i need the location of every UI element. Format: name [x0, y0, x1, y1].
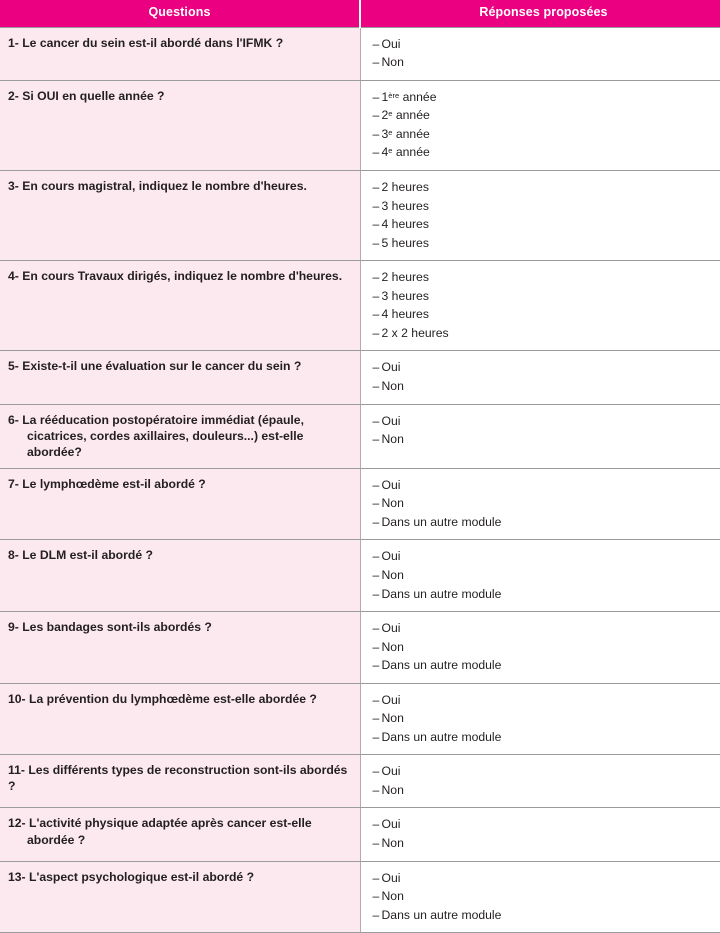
dash-bullet-icon: –	[373, 728, 382, 747]
question-number: 5-	[8, 359, 19, 373]
answers-cell	[360, 261, 720, 351]
answer-list	[361, 612, 720, 683]
answers-cell	[360, 351, 720, 404]
question-number: 13-	[8, 870, 26, 884]
table-row	[0, 80, 720, 170]
table-row	[0, 261, 720, 351]
dash-bullet-icon: –	[373, 430, 382, 449]
question-number: 4-	[8, 269, 19, 283]
answer-option[interactable]	[373, 268, 719, 287]
question-cell	[0, 468, 360, 540]
answer-option[interactable]	[373, 430, 719, 449]
table-body	[0, 27, 720, 932]
question-number: 7-	[8, 477, 19, 491]
dash-bullet-icon: –	[373, 513, 382, 532]
table-row	[0, 683, 720, 755]
answer-option[interactable]	[373, 215, 719, 234]
answers-cell	[360, 755, 720, 808]
question-cell	[0, 612, 360, 684]
dash-bullet-icon: –	[373, 547, 382, 566]
answers-cell	[360, 171, 720, 261]
answer-label: 2 heures	[382, 180, 429, 194]
question-line-2: abordée ?	[8, 832, 350, 848]
question-text	[0, 28, 360, 59]
question-number: 10-	[8, 692, 26, 706]
answer-label: 1ère année	[382, 90, 437, 104]
dash-bullet-icon: –	[373, 106, 382, 125]
question-text	[0, 862, 360, 893]
question-number: 12-	[8, 816, 26, 830]
question-line-2: cicatrices, cordes axillaires, douleurs...) est-elle abordée?	[8, 428, 350, 460]
question-line-1: L'aspect psychologique est-il abordé ?	[29, 870, 254, 884]
question-line-1: Le lymphœdème est-il abordé ?	[22, 477, 206, 491]
column-header-answers: Réponses proposées	[360, 0, 720, 27]
answer-label: Oui	[382, 621, 401, 635]
question-text	[0, 261, 360, 292]
table-row	[0, 171, 720, 261]
dash-bullet-icon: –	[373, 268, 382, 287]
answer-label: 3 heures	[382, 199, 429, 213]
answer-option[interactable]	[373, 88, 719, 107]
question-line-1: L'activité physique adaptée après cancer est-elle	[29, 816, 312, 830]
question-cell	[0, 80, 360, 170]
question-text	[0, 351, 360, 382]
answer-option[interactable]	[373, 377, 719, 396]
dash-bullet-icon: –	[373, 781, 382, 800]
answer-option[interactable]	[373, 906, 719, 925]
answer-option[interactable]	[373, 287, 719, 306]
answer-option[interactable]	[373, 106, 719, 125]
answers-cell	[360, 861, 720, 933]
dash-bullet-icon: –	[373, 234, 382, 253]
table-row	[0, 755, 720, 808]
question-cell	[0, 27, 360, 80]
question-line-1: Le DLM est-il abordé ?	[22, 548, 153, 562]
dash-bullet-icon: –	[373, 35, 382, 54]
answer-option[interactable]	[373, 619, 719, 638]
dash-bullet-icon: –	[373, 762, 382, 781]
answer-label: Oui	[382, 549, 401, 563]
question-cell	[0, 808, 360, 861]
answer-option[interactable]	[373, 585, 719, 604]
table-row	[0, 808, 720, 861]
answer-option[interactable]	[373, 53, 719, 72]
answer-option[interactable]	[373, 781, 719, 800]
answer-option[interactable]	[373, 547, 719, 566]
dash-bullet-icon: –	[373, 691, 382, 710]
question-text	[0, 808, 360, 855]
dash-bullet-icon: –	[373, 143, 382, 162]
answer-list	[361, 808, 720, 860]
table-row	[0, 540, 720, 612]
answer-label: Non	[382, 640, 404, 654]
answer-label: Non	[382, 889, 404, 903]
question-cell	[0, 351, 360, 404]
answer-list	[361, 405, 720, 457]
answer-option[interactable]	[373, 638, 719, 657]
answer-label: 2e année	[382, 108, 430, 122]
question-line-1: Existe-t-il une évaluation sur le cancer du sein ?	[22, 359, 301, 373]
question-text	[0, 171, 360, 202]
answer-label: Oui	[382, 360, 401, 374]
answer-label: Non	[382, 379, 404, 393]
answers-cell	[360, 80, 720, 170]
answer-label: 4e année	[382, 145, 430, 159]
question-text	[0, 612, 360, 643]
answer-label: Oui	[382, 764, 401, 778]
answer-label: Dans un autre module	[382, 658, 502, 672]
answer-label: Oui	[382, 871, 401, 885]
answer-label: Oui	[382, 478, 401, 492]
dash-bullet-icon: –	[373, 358, 382, 377]
question-cell	[0, 861, 360, 933]
question-cell	[0, 540, 360, 612]
question-cell	[0, 683, 360, 755]
table-row	[0, 612, 720, 684]
dash-bullet-icon: –	[373, 412, 382, 431]
dash-bullet-icon: –	[373, 178, 382, 197]
answer-option[interactable]	[373, 566, 719, 585]
answer-label: 4 heures	[382, 307, 429, 321]
dash-bullet-icon: –	[373, 566, 382, 585]
question-line-1: Le cancer du sein est-il abordé dans l'IFMK ?	[22, 36, 283, 50]
question-number: 2-	[8, 89, 19, 103]
question-number: 3-	[8, 179, 19, 193]
question-text	[0, 469, 360, 500]
table-row	[0, 27, 720, 80]
answers-cell	[360, 540, 720, 612]
answer-option[interactable]	[373, 728, 719, 747]
answer-label: Non	[382, 568, 404, 582]
answer-label: 3 heures	[382, 289, 429, 303]
dash-bullet-icon: –	[373, 215, 382, 234]
answer-option[interactable]	[373, 412, 719, 431]
answer-option[interactable]	[373, 709, 719, 728]
answer-option[interactable]	[373, 305, 719, 324]
dash-bullet-icon: –	[373, 656, 382, 675]
dash-bullet-icon: –	[373, 197, 382, 216]
question-line-1: En cours magistral, indiquez le nombre d'heures.	[22, 179, 307, 193]
answer-label: 2 x 2 heures	[382, 326, 449, 340]
table-row	[0, 351, 720, 404]
dash-bullet-icon: –	[373, 619, 382, 638]
question-text	[0, 684, 360, 715]
question-number: 9-	[8, 620, 19, 634]
question-number: 1-	[8, 36, 19, 50]
answer-list	[361, 540, 720, 611]
answer-list	[361, 81, 720, 170]
question-cell	[0, 755, 360, 808]
answer-label: Dans un autre module	[382, 587, 502, 601]
answer-label: 5 heures	[382, 236, 429, 250]
answers-cell	[360, 404, 720, 468]
answer-list	[361, 351, 720, 403]
dash-bullet-icon: –	[373, 494, 382, 513]
question-line-1: La rééducation postopératoire immédiat (épaule,	[22, 413, 304, 427]
dash-bullet-icon: –	[373, 585, 382, 604]
answer-option[interactable]	[373, 834, 719, 853]
question-line-1: La prévention du lymphœdème est-elle abordée ?	[29, 692, 317, 706]
answer-option[interactable]	[373, 178, 719, 197]
answer-label: Non	[382, 783, 404, 797]
dash-bullet-icon: –	[373, 287, 382, 306]
answer-list	[361, 171, 720, 260]
table-row	[0, 468, 720, 540]
question-text	[0, 405, 360, 468]
answer-label: 2 heures	[382, 270, 429, 284]
answer-option[interactable]	[373, 494, 719, 513]
answer-label: Non	[382, 496, 404, 510]
answer-option[interactable]	[373, 476, 719, 495]
answer-label: Non	[382, 55, 404, 69]
dash-bullet-icon: –	[373, 324, 382, 343]
answer-option[interactable]	[373, 513, 719, 532]
dash-bullet-icon: –	[373, 377, 382, 396]
answer-label: Oui	[382, 693, 401, 707]
question-line-1: Les différents types de reconstruction sont-ils abordés ?	[8, 763, 347, 793]
header-row	[0, 0, 720, 27]
answer-label: Oui	[382, 37, 401, 51]
dash-bullet-icon: –	[373, 125, 382, 144]
answer-option[interactable]	[373, 324, 719, 343]
dash-bullet-icon: –	[373, 53, 382, 72]
dash-bullet-icon: –	[373, 834, 382, 853]
answer-label: Non	[382, 432, 404, 446]
dash-bullet-icon: –	[373, 88, 382, 107]
answer-option[interactable]	[373, 656, 719, 675]
answer-list	[361, 469, 720, 540]
dash-bullet-icon: –	[373, 638, 382, 657]
answer-list	[361, 684, 720, 755]
dash-bullet-icon: –	[373, 305, 382, 324]
answer-list	[361, 28, 720, 80]
answers-cell	[360, 612, 720, 684]
question-line-1: Les bandages sont-ils abordés ?	[22, 620, 212, 634]
question-text	[0, 755, 360, 802]
answer-label: Dans un autre module	[382, 730, 502, 744]
answer-option[interactable]	[373, 143, 719, 162]
answer-option[interactable]	[373, 125, 719, 144]
question-cell	[0, 404, 360, 468]
answer-label: Dans un autre module	[382, 908, 502, 922]
question-number: 6-	[8, 413, 19, 427]
dash-bullet-icon: –	[373, 887, 382, 906]
dash-bullet-icon: –	[373, 869, 382, 888]
dash-bullet-icon: –	[373, 709, 382, 728]
answers-cell	[360, 27, 720, 80]
question-number: 8-	[8, 548, 19, 562]
question-text	[0, 81, 360, 112]
question-line-1: Si OUI en quelle année ?	[22, 89, 164, 103]
answer-option[interactable]	[373, 691, 719, 710]
answers-cell	[360, 808, 720, 861]
question-cell	[0, 261, 360, 351]
answer-label: 3e année	[382, 127, 430, 141]
dash-bullet-icon: –	[373, 815, 382, 834]
dash-bullet-icon: –	[373, 906, 382, 925]
answer-label: 4 heures	[382, 217, 429, 231]
answer-option[interactable]	[373, 762, 719, 781]
answer-option[interactable]	[373, 35, 719, 54]
answer-option[interactable]	[373, 358, 719, 377]
table-row	[0, 861, 720, 933]
answers-cell	[360, 468, 720, 540]
answer-label: Dans un autre module	[382, 515, 502, 529]
answer-label: Oui	[382, 414, 401, 428]
answer-option[interactable]	[373, 869, 719, 888]
answer-list	[361, 261, 720, 350]
answer-label: Non	[382, 836, 404, 850]
question-line-1: En cours Travaux dirigés, indiquez le nombre d'heures.	[22, 269, 342, 283]
question-number: 11-	[8, 763, 25, 777]
answer-label: Oui	[382, 817, 401, 831]
answer-option[interactable]	[373, 197, 719, 216]
answer-option[interactable]	[373, 815, 719, 834]
column-header-questions: Questions	[0, 0, 360, 27]
table-header	[0, 0, 720, 27]
question-text	[0, 540, 360, 571]
answers-cell	[360, 683, 720, 755]
question-cell	[0, 171, 360, 261]
answer-list	[361, 862, 720, 933]
answer-option[interactable]	[373, 887, 719, 906]
table-row	[0, 404, 720, 468]
answer-label: Non	[382, 711, 404, 725]
answer-list	[361, 755, 720, 807]
dash-bullet-icon: –	[373, 476, 382, 495]
answer-option[interactable]	[373, 234, 719, 253]
